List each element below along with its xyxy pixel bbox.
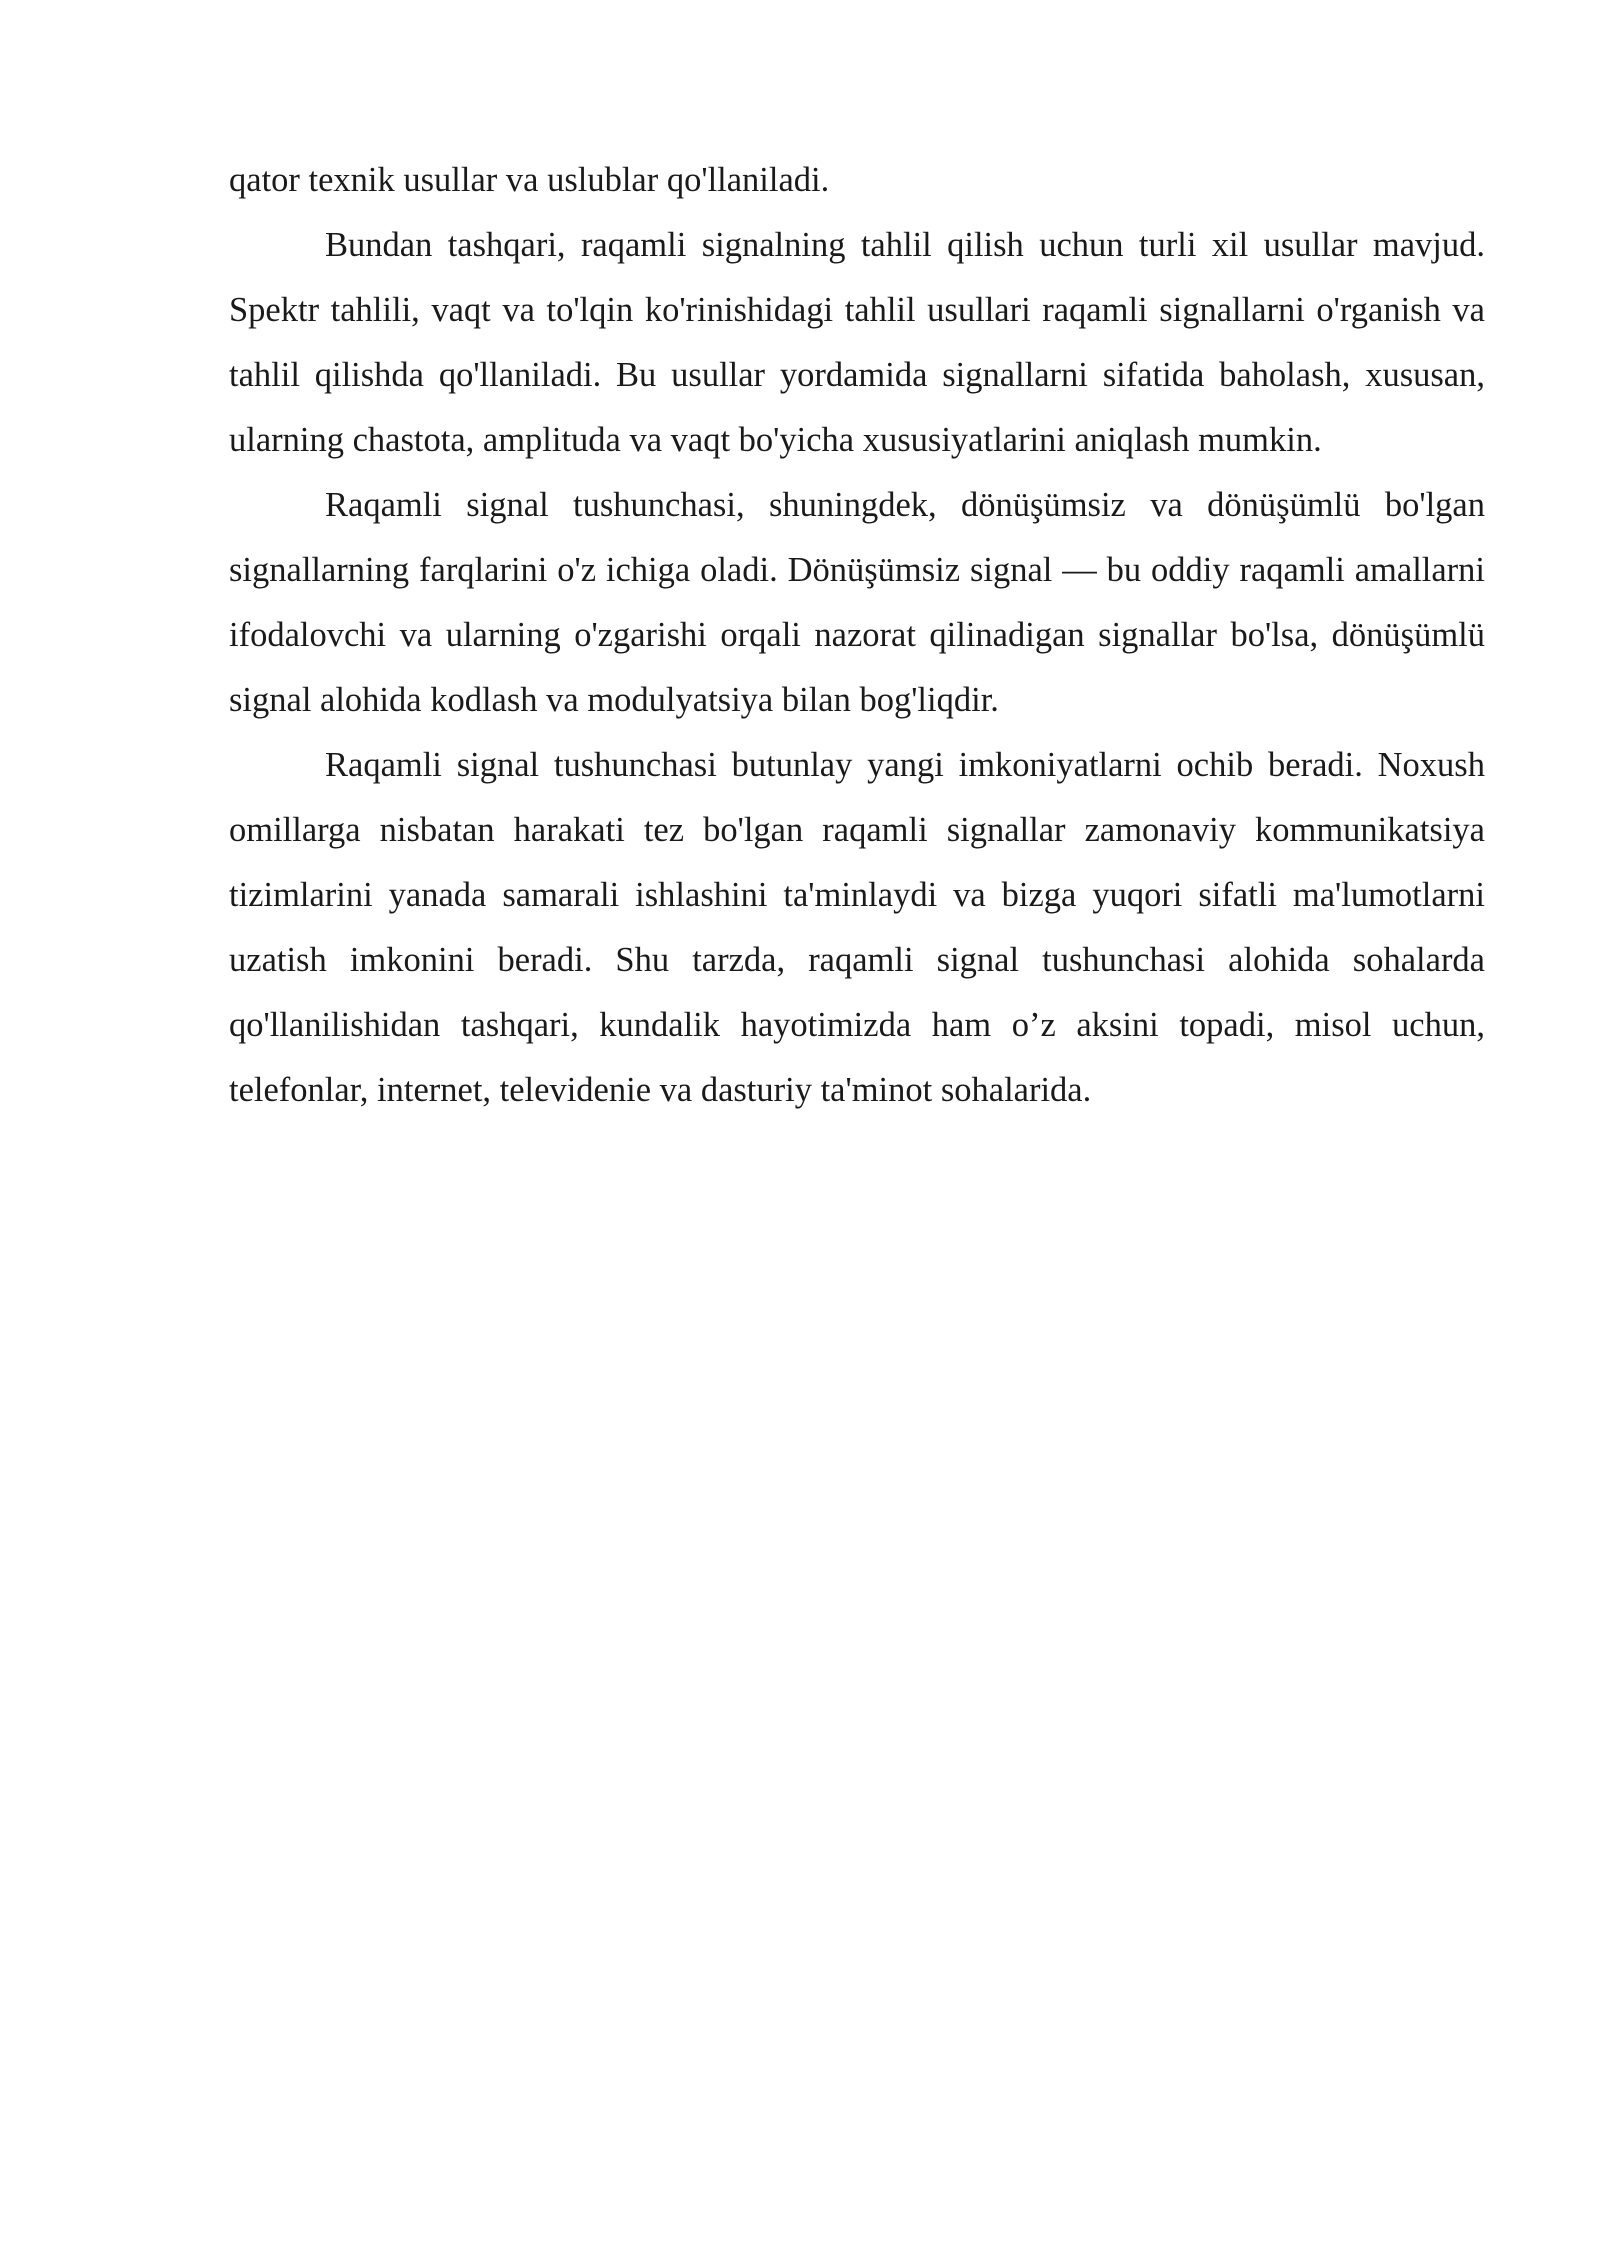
paragraph-continuation: qator texnik usullar va uslublar qo'llaniladi. — [229, 161, 830, 199]
paragraph-analysis-methods: Bundan tashqari, raqamli signalning tahlil qilish uchun turli xil usullar mavjud. Spektr tahlili, vaqt va to'lqin ko'rinishidagi tahlil usullari raqamli signallarni o'rganish va tahlil qilishda qo'llaniladi. Bu usullar yordamida signallarni sifatida baholash, xususan, ularning chastota, amplituda va vaqt bo'yicha xususiyatlarini aniqlash mumkin. — [229, 226, 1485, 459]
document-body — [229, 148, 1485, 1123]
paragraph-new-possibilities: Raqamli signal tushunchasi butunlay yangi imkoniyatlarni ochib beradi. Noxush omillarga nisbatan harakati tez bo'lgan raqamli signallar zamonaviy kommunikatsiya tizimlarini yanada samarali ishlashini ta'minlaydi va bizga yuqori sifatli ma'lumotlarni uzatish imkonini beradi. Shu tarzda, raqamli signal tushunchasi alohida sohalarda qo'llanilishidan tashqari, kundalik hayotimizda ham o’z aksini topadi, misol uchun, telefonlar, internet, televidenie va dasturiy ta'minot sohalarida. — [229, 746, 1485, 1109]
paragraph-signal-types: Raqamli signal tushunchasi, shuningdek, dönüşümsiz va dönüşümlü bo'lgan signallarning farqlarini o'z ichiga oladi. Dönüşümsiz signal — bu oddiy raqamli amallarni ifodalovchi va ularning o'zgarishi orqali nazorat qilinadigan signallar bo'lsa, dönüşümlü signal alohida kodlash va modulyatsiya bilan bog'liqdir. — [229, 486, 1485, 719]
